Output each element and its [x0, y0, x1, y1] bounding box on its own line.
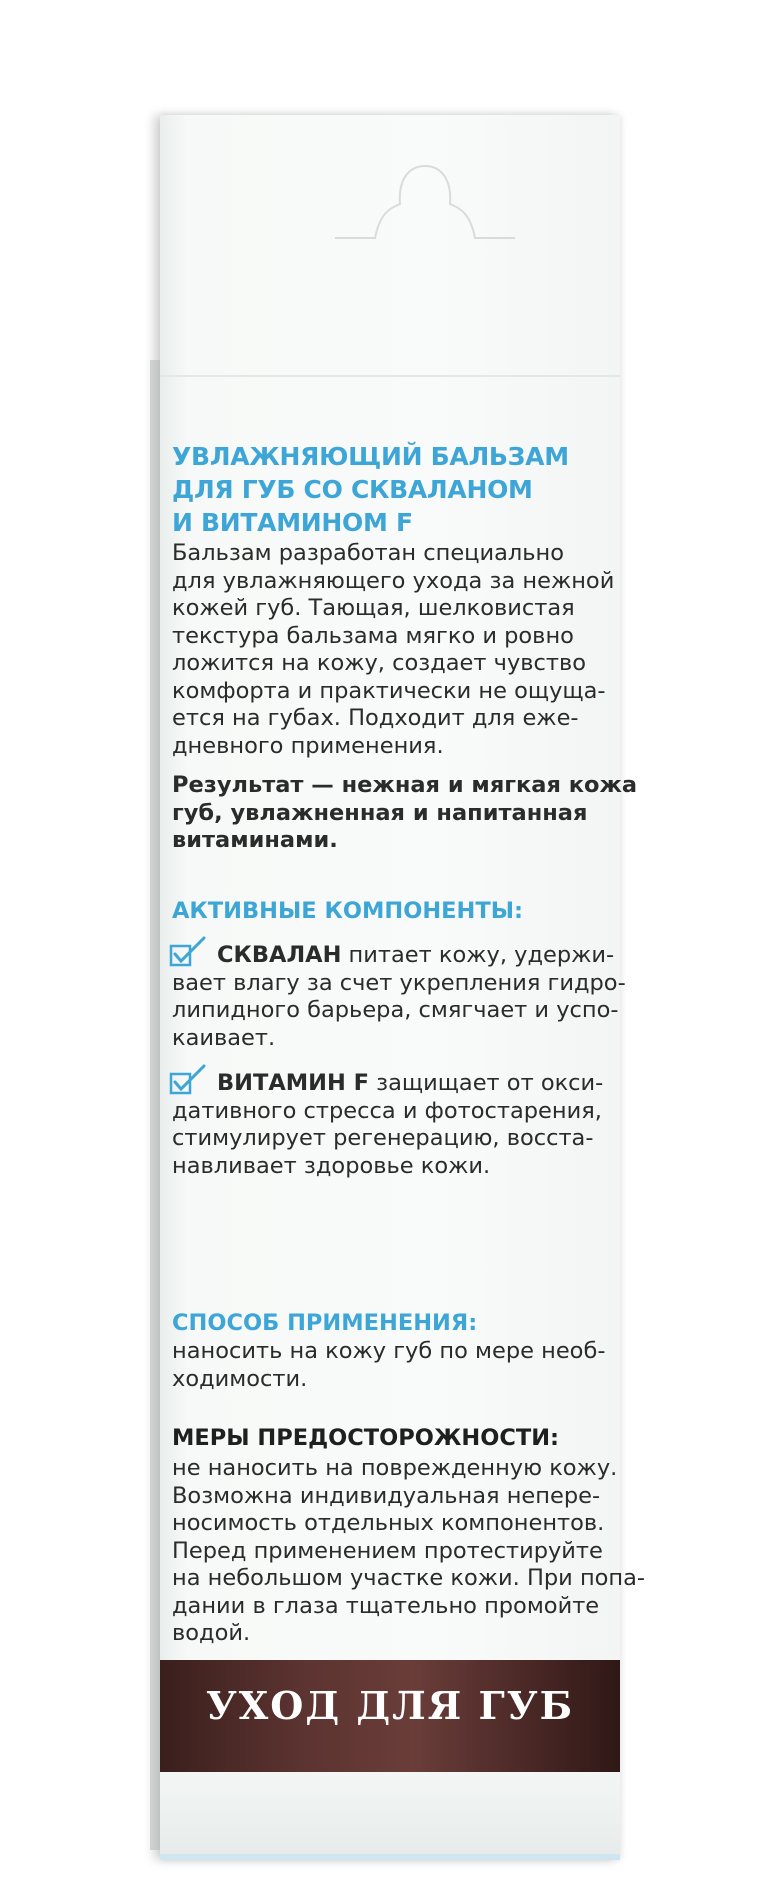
component-text: питает кожу, удержи- — [341, 942, 615, 968]
fold-line — [160, 375, 620, 377]
band-label: УХОД ДЛЯ ГУБ — [205, 1683, 575, 1728]
caution-heading: МЕРЫ ПРЕДОСТОРОЖНОСТИ: — [172, 1425, 560, 1451]
component-text-line: вает влагу за счет укрепления гидро- — [172, 969, 626, 996]
usage-text — [172, 1338, 612, 1393]
title-line: ДЛЯ ГУБ СО СКВАЛАНОМ — [172, 475, 533, 504]
description-line: ложится на кожу, создает чувство — [172, 650, 587, 676]
component-text: защищает от окси- — [369, 1070, 604, 1096]
caution-text — [172, 1455, 646, 1648]
component-name: СКВАЛАН — [217, 942, 342, 968]
description-line: дневного применения. — [172, 732, 444, 759]
components-heading: АКТИВНЫЕ КОМПОНЕНТЫ: — [172, 898, 524, 924]
component-text-line: дативного стресса и фотостарения, — [172, 1097, 602, 1124]
caution-line: носимость отдельных компонентов. — [172, 1510, 605, 1536]
caution-line: Перед применением протестируйте — [172, 1537, 603, 1564]
description-line: текстура бальзама мягко и ровно — [172, 622, 574, 649]
usage-line: наносить на кожу губ по мере необ- — [172, 1338, 606, 1364]
title-line: И ВИТАМИНОМ F — [172, 508, 413, 537]
bottom-fold — [160, 1772, 620, 1860]
component-text-line: каивает. — [172, 1024, 276, 1051]
bottom-accent-strip — [160, 1854, 620, 1860]
checkbox-check-icon — [168, 1062, 208, 1096]
component-squalane — [172, 942, 626, 1052]
description-line: кожей губ. Тающая, шелковистая — [172, 595, 575, 621]
title-line: УВЛАЖНЯЮЩИЙ БАЛЬЗАМ — [172, 442, 569, 471]
caution-line: дании в глаза тщательно промойте — [172, 1592, 600, 1619]
component-text-line: липидного барьера, смягчает и успо- — [172, 997, 619, 1023]
component-name: ВИТАМИН F — [217, 1070, 369, 1096]
description-line: для увлажняющего ухода за нежной — [172, 567, 615, 594]
result-line: витаминами. — [172, 827, 338, 853]
caution-line: не наносить на поврежденную кожу. — [172, 1455, 618, 1481]
hang-hole-icon — [330, 158, 520, 248]
description-line: комфорта и практически не ощуща- — [172, 677, 606, 704]
component-text-line: стимулирует регенерацию, восста- — [172, 1125, 594, 1151]
usage-line: ходимости. — [172, 1365, 308, 1392]
caution-line: Возможна индивидуальная непере- — [172, 1482, 601, 1509]
component-text-line: навливает здоровье кожи. — [172, 1152, 491, 1179]
result-line: Результат — нежная и мягкая кожа — [172, 772, 638, 798]
result-statement — [172, 772, 638, 855]
usage-heading: СПОСОБ ПРИМЕНЕНИЯ: — [172, 1310, 478, 1336]
caution-line: водой. — [172, 1620, 251, 1646]
checkbox-check-icon — [168, 934, 208, 968]
caution-line: на небольшом участке кожи. При попа- — [172, 1565, 646, 1591]
component-vitamin-f — [172, 1070, 612, 1180]
product-description — [172, 540, 615, 760]
description-line: Бальзам разработан специально — [172, 540, 565, 566]
product-title — [172, 440, 612, 539]
result-line: губ, увлажненная и напитанная — [172, 799, 588, 826]
description-line: ется на губах. Подходит для еже- — [172, 705, 579, 731]
